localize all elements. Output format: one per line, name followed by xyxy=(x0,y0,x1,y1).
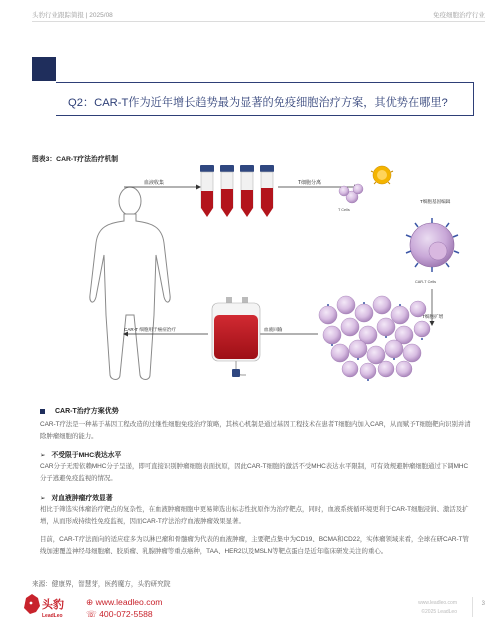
gene-vector-icon xyxy=(371,165,393,184)
header-divider xyxy=(32,21,485,22)
source-note: 来源：健康界，智慧芽，医药魔方，头豹研究院 xyxy=(32,581,171,588)
footer-divider xyxy=(472,597,473,617)
label-t-cells: T Cells xyxy=(338,208,350,212)
expanded-car-t-cluster-icon xyxy=(319,296,430,381)
phone-icon: ☏ xyxy=(86,609,97,619)
point-1-text: CAR分子无需依赖MHC分子呈递，即可直接识别肿瘤细胞表面抗原，因此CAR-T细胞的激活不受MHC表达水平限制，可有效规避肿瘤细胞通过下调MHC分子逃避免疫监视的情况。 xyxy=(40,463,469,482)
label-car-t-for-cancer: CAR-T 细胞用于癌症治疗 xyxy=(124,327,176,332)
human-figure xyxy=(90,187,170,380)
arrow-bullet-icon: ➢ xyxy=(40,452,46,459)
blood-bag-icon xyxy=(212,297,260,377)
header-left: 头豹行业跟踪简报 | 2025/08 xyxy=(32,12,113,19)
label-t-cell-gene-edit: T细胞基因编辑 xyxy=(420,199,451,204)
logo-cn: 头豹 xyxy=(42,599,64,611)
section-intro: CAR-T疗法是一种基于基因工程改造的过继性细胞免疫治疗策略，其核心机制是通过基因工程技术在患者T细胞内加入CAR，从而赋予T细胞靶向识别并清除肿瘤细胞的能力。 xyxy=(40,421,471,440)
footer-right-line1: www.leadleo.com xyxy=(418,600,457,606)
figure-title: 图表3：CAR-T疗法治疗机制 xyxy=(32,156,119,163)
section-outro: 目前，CAR-T疗法面向的适应症多为以淋巴瘤和骨髓瘤为代表的血液肿瘤，主要靶点集中为CD19、BCMA和CD22，实体瘤领域来看，全球在研CAR-T管线加速覆盖神经母细胞瘤、胶质瘤、乳腺肿瘤等重点癌种，TAA、HER2以及MSLN等靶点蛋白是近年临床研发关注的重心。 xyxy=(40,536,469,555)
label-blood-reinfusion: 血液回输 xyxy=(264,327,283,332)
arrow-bullet-icon: ➢ xyxy=(40,495,46,502)
square-bullet-icon xyxy=(40,409,45,414)
section-title: CAR-T治疗方案优势 xyxy=(40,406,119,416)
globe-icon: ⊕ xyxy=(86,597,94,607)
label-t-cell-separation: T细胞分离 xyxy=(298,180,322,186)
point-1-title: ➢ 不受限于MHC表达水平 xyxy=(40,452,122,459)
leadleo-logo xyxy=(22,592,82,622)
car-t-cell-icon xyxy=(406,218,459,272)
question-accent-square xyxy=(32,57,56,81)
label-car-t-cells: CAR-T Cells xyxy=(415,280,437,284)
blood-tubes-icon xyxy=(200,165,274,217)
label-blood-collection: 血液收集 xyxy=(144,180,165,186)
footer-phone[interactable]: ☏ 400-072-5588 xyxy=(86,609,153,619)
car-t-mechanism-illustration xyxy=(32,165,472,387)
footer-right-line2: ©2025 LeadLeo xyxy=(421,609,457,615)
leopard-head-icon xyxy=(24,594,40,614)
page-number: 3 xyxy=(481,601,485,607)
question-title: Q2：CAR-T作为近年增长趋势最为显著的免疫细胞治疗方案，其优势在哪里? xyxy=(68,97,448,109)
footer-website[interactable]: ⊕ www.leadleo.com xyxy=(86,597,163,607)
logo-en: LeadLeo xyxy=(42,613,63,619)
label-t-cell-expansion: T细胞扩增 xyxy=(422,314,444,319)
header-right: 免疫细胞治疗行业 xyxy=(433,12,485,19)
point-2-text: 相比于筛选实体瘤治疗靶点的复杂性，在血液肿瘤细胞中更易筛选出标志性抗原作为治疗靶点，同时，血液系统循环境更利于CAR-T细胞浸润、激活及扩增，从而形成持续性免疫监视，因而CAR-T疗法治疗血液肿瘤效果显著。 xyxy=(40,506,469,525)
point-2-title: ➢ 对血液肿瘤疗效显著 xyxy=(40,495,113,502)
